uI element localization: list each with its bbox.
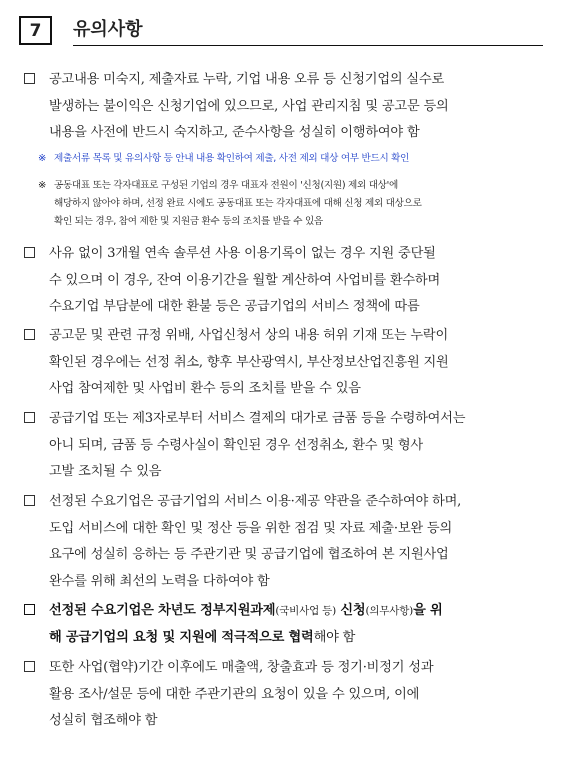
checkbox-bullet-icon — [24, 495, 35, 506]
item-line: 사업 참여제한 및 사업비 환수 등의 조치를 받을 수 있음 — [49, 381, 361, 396]
item-line: 도입 서비스에 대한 확인 및 정산 등을 위한 점검 및 자료 제출·보완 등의 — [49, 520, 452, 536]
item-line: 수요기업 부담분에 대한 환불 등은 공급기업의 서비스 정책에 따름 — [49, 299, 420, 314]
note-line: 확인 되는 경우, 참여 제한 및 지원금 환수 등의 조치를 받을 수 있음 — [54, 216, 323, 227]
checkbox-bullet-icon — [24, 247, 35, 258]
item-line: 선정된 수요기업은 공급기업의 서비스 이용·제공 약관을 준수하여야 하며, — [49, 494, 462, 509]
item-line: 완수를 위해 최선의 노력을 다하여야 함 — [49, 573, 270, 589]
item6-part: 신청 — [336, 603, 366, 618]
item6-part: 을 위 — [413, 603, 443, 618]
item-line: 활용 조사/설문 등에 대한 주관기관의 요청이 있을 수 있으며, 이에 — [49, 686, 420, 702]
notice-item-4 — [24, 406, 544, 486]
notice-item-2 — [24, 241, 544, 321]
notice-item-3 — [24, 323, 544, 403]
note-line: 제출서류 목록 및 유의사항 등 안내 내용 확인하여 제출, 사전 제외 대상 여부 반드시 확인 — [54, 153, 410, 164]
notice-item-6 — [24, 598, 544, 651]
item-line: 발생하는 불이익은 신청기업에 있으므로, 사업 관리지침 및 공고문 등의 — [49, 98, 449, 114]
item-line: 내용을 사전에 반드시 숙지하고, 준수사항을 성실히 이행하여야 함 — [49, 125, 420, 140]
note-2 — [38, 177, 548, 231]
item6-part: (국비사업 등) — [275, 605, 336, 617]
item6-part: 선정된 수요기업은 차년도 정부지원과제 — [49, 603, 276, 618]
title-underline — [73, 45, 543, 46]
reference-mark-icon: ※ — [38, 153, 47, 164]
section-header — [19, 16, 525, 48]
item-line: 고발 조치될 수 있음 — [49, 464, 162, 479]
notice-item-1 — [24, 67, 544, 147]
item6-part: 해야 함 — [313, 629, 356, 645]
note-1 — [38, 150, 548, 168]
notice-item-5 — [24, 489, 544, 595]
item-line: 확인된 경우에는 선정 취소, 향후 부산광역시, 부산정보산업진흥원 지원 — [49, 354, 449, 370]
checkbox-bullet-icon — [24, 329, 35, 340]
item-line: 공급기업 또는 제3자로부터 서비스 결제의 대가로 금품 등을 수령하여서는 — [49, 411, 466, 426]
reference-mark-icon: ※ — [38, 180, 47, 191]
section-title: 유의사항 — [73, 19, 143, 40]
notice-item-7 — [24, 655, 544, 735]
section-number: 7 — [19, 16, 52, 45]
note-line: 해당하지 않아야 하며, 선정 완료 시에도 공동대표 또는 각자대표에 대해 신청 제외 대상으로 — [54, 198, 422, 209]
item-line: 수 있으며 이 경우, 잔여 이용기간을 월할 계산하여 사업비를 환수하며 — [49, 272, 441, 288]
item-text — [49, 67, 544, 147]
item-line: 성실히 협조해야 함 — [49, 713, 158, 728]
item-line: 공고문 및 관련 규정 위배, 사업신청서 상의 내용 허위 기재 또는 누락이 — [49, 328, 448, 343]
checkbox-bullet-icon — [24, 604, 35, 615]
checkbox-bullet-icon — [24, 412, 35, 423]
item-line: 요구에 성실히 응하는 등 주관기관 및 공급기업에 협조하여 본 지원사업 — [49, 547, 449, 562]
item-line: 공고내용 미숙지, 제출자료 누락, 기업 내용 오류 등 신청기업의 실수로 — [49, 72, 445, 87]
checkbox-bullet-icon — [24, 661, 35, 672]
item6-part: 해 공급기업의 요청 및 지원에 적극적으로 협력 — [49, 629, 314, 645]
item-line — [49, 598, 544, 625]
checkbox-bullet-icon — [24, 73, 35, 84]
item-line: 사유 없이 3개월 연속 솔루션 사용 이용기록이 없는 경우 지원 중단될 — [49, 246, 436, 261]
item-line: 또한 사업(협약)기간 이후에도 매출액, 창출효과 등 정기·비정기 성과 — [49, 660, 434, 675]
item-line: 아니 되며, 금품 등 수령사실이 확인된 경우 선정취소, 환수 및 형사 — [49, 437, 423, 453]
item-line — [49, 625, 544, 652]
note-line: 공동대표 또는 각자대표로 구성된 기업의 경우 대표자 전원이 '신청(지원) 제외 대상'에 — [54, 180, 398, 191]
item6-part: (의무사항) — [365, 605, 414, 617]
